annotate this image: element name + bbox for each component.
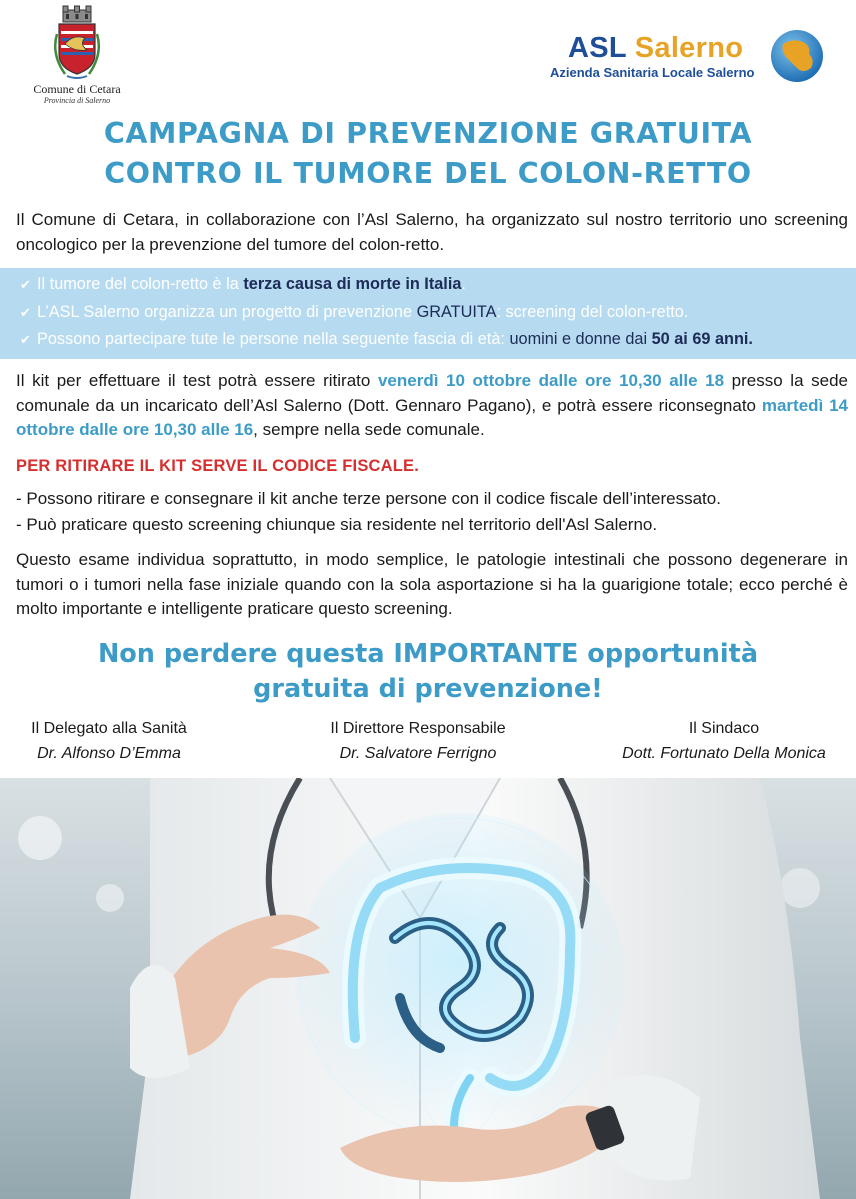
campania-globe-icon xyxy=(769,28,825,84)
title-line-2: CONTRO IL TUMORE DEL COLON-RETTO xyxy=(104,157,752,190)
signature-health-delegate xyxy=(14,716,204,766)
doctor-holding-intestine-hologram-icon xyxy=(0,778,856,1199)
highlight-item-3: ✔ Possono partecipare tute le persone nella seguente fascia di età: uomini e donne dai 50 ai 69 anni. xyxy=(20,330,753,348)
municipality-province: Provincia di Salerno xyxy=(43,96,111,105)
kit-paragraph: Il kit per effettuare il test potrà essere ritirato venerdì 10 ottobre dalle ore 10,30 alle 18 presso la sede comunale da un incaricato dell’Asl Salerno (Dott. Gennaro Pagano), e potrà essere riconsegnato martedì 14 ottobre dalle ore 10,30 alle 16, sempre nella sede comunale. xyxy=(16,371,848,439)
highlights-band xyxy=(0,268,856,359)
fiscal-code-notice: PER RITIRARE IL KIT SERVE IL CODICE FISCALE. xyxy=(16,457,420,475)
highlight-item-1: ✔ Il tumore del colon-retto è la terza causa di morte in Italia. xyxy=(20,275,466,293)
cta-line-1: Non perdere questa IMPORTANTE opportunità xyxy=(97,639,759,669)
pickup-date: venerdì 10 ottobre dalle ore 10,30 alle 18 xyxy=(377,371,725,390)
cta-line-2: gratuita di prevenzione! xyxy=(253,674,603,704)
explanation-paragraph: Questo esame individua soprattutto, in modo semplice, le patologie intestinali che possono degenerare in tumori o i tumori nella fase iniziale quando con la sola asportazione si ha la guarigione totale; ecco perché è molto importante e intelligente praticare questo screening. xyxy=(16,550,848,618)
municipality-name: Comune di Cetara xyxy=(33,82,121,96)
signature-role: Il Sindaco xyxy=(688,720,760,737)
intro-paragraph: Il Comune di Cetara, in collaborazione con l’Asl Salerno, ha organizzato sul nostro territorio uno screening oncologico per la prevenzione del tumore del colon-retto. xyxy=(16,210,848,254)
check-icon: ✔ xyxy=(20,305,31,320)
signature-director xyxy=(300,716,536,766)
bullet-item: - Può praticare questo screening chiunque sia residente nel territorio dell'Asl Salerno. xyxy=(16,515,658,534)
signature-mayor xyxy=(596,716,852,766)
asl-logo-subtitle: Azienda Sanitaria Locale Salerno xyxy=(550,65,755,80)
asl-logo-title xyxy=(568,32,743,65)
signature-name: Dr. Alfonso D’Emma xyxy=(37,745,181,762)
asl-logo-word-salerno: Salerno xyxy=(634,32,744,64)
highlight-item-2: ✔ L’ASL Salerno organizza un progetto di prevenzione GRATUITA: screening del colon-retto. xyxy=(20,303,689,321)
signature-name: Dr. Salvatore Ferrigno xyxy=(339,745,497,762)
check-icon: ✔ xyxy=(20,332,31,347)
signature-name: Dott. Fortunato Della Monica xyxy=(622,745,826,762)
check-icon: ✔ xyxy=(20,277,31,292)
bullet-item: - Possono ritirare e consegnare il kit anche terze persone con il codice fiscale dell’interessato. xyxy=(16,489,721,508)
asl-logo xyxy=(543,24,833,88)
signature-role: Il Direttore Responsabile xyxy=(330,720,506,737)
signature-role: Il Delegato alla Sanità xyxy=(31,720,187,737)
municipality-logo xyxy=(22,4,132,105)
asl-logo-word-asl: ASL xyxy=(568,32,627,64)
title-line-1: CAMPAGNA DI PREVENZIONE GRATUITA xyxy=(103,117,753,150)
return-date: martedì 14 ottobre dalle ore 10,30 alle 16 xyxy=(16,395,848,439)
municipal-crest-icon xyxy=(51,4,103,82)
